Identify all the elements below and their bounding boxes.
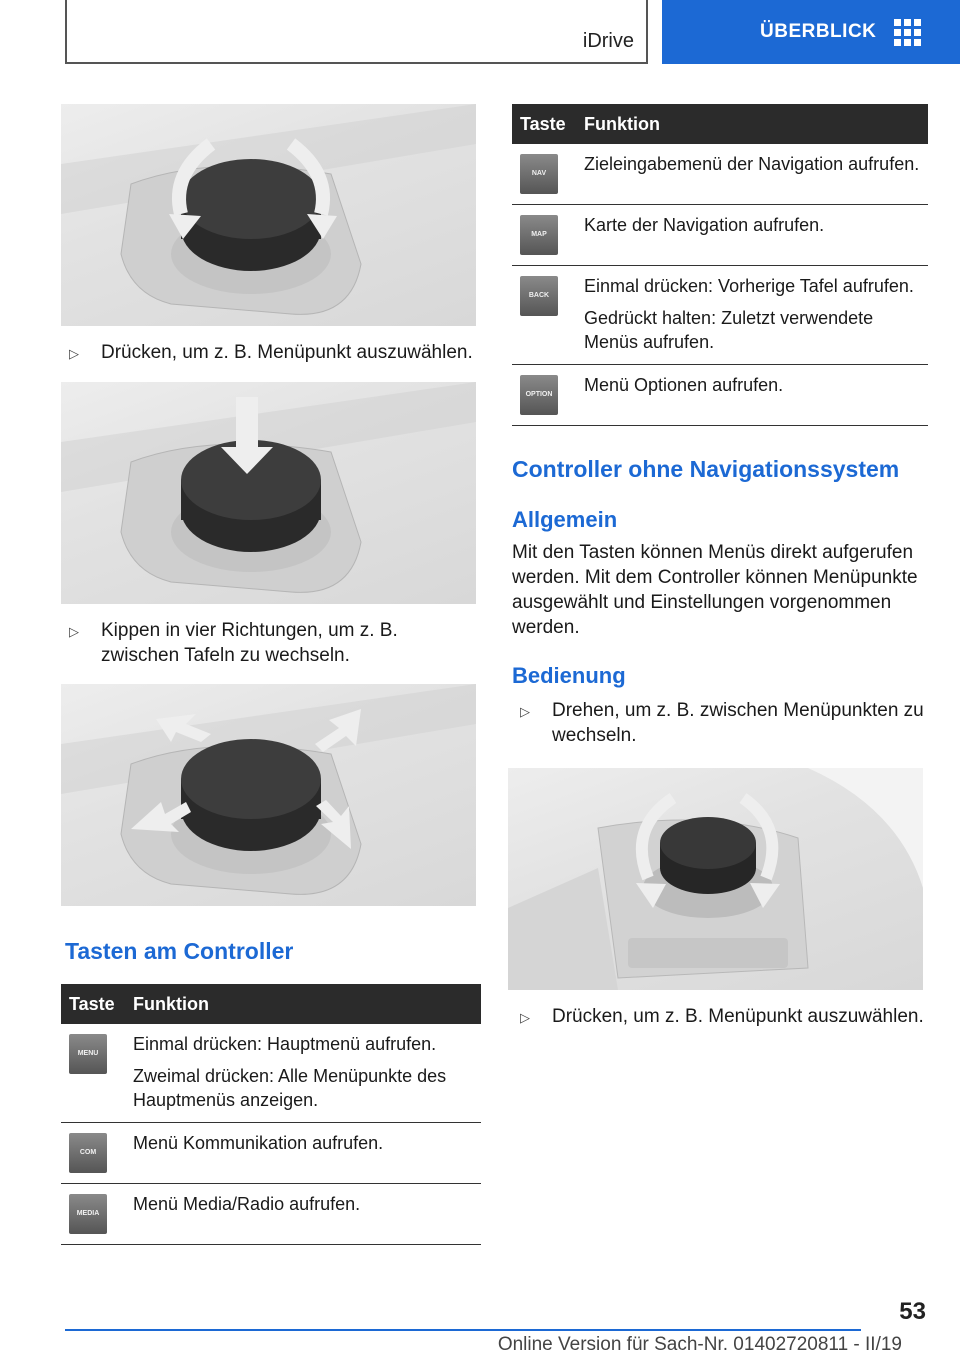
- controller-press-image: [61, 382, 476, 604]
- col-header-key: Taste: [61, 984, 125, 1024]
- section-title-no-nav: Controller ohne Navigationssystem: [512, 456, 900, 482]
- controller-tilt-image: [61, 684, 476, 906]
- left-column: [61, 104, 481, 1245]
- chapter-title: iDrive: [582, 30, 634, 52]
- overview-tab[interactable]: [662, 0, 960, 64]
- map-key-icon: MAP: [520, 215, 558, 255]
- media-key-icon: MEDIA: [69, 1194, 107, 1234]
- overview-tab-label: ÜBERBLICK: [760, 21, 877, 42]
- header-frame: [65, 0, 648, 64]
- subheading-operation: Bedienung: [512, 663, 626, 688]
- bullet-triangle-icon: ▷: [69, 346, 79, 361]
- col-header-key: Taste: [512, 104, 576, 144]
- bullet-press-2: ▷ Drücken, um z. B. Menüpunkt auszuwählen.: [512, 1004, 928, 1030]
- table-row: MAP Karte der Navigation aufrufen.: [512, 205, 928, 266]
- subheading-general: Allgemein: [512, 507, 618, 532]
- menu-key-icon: MENU: [69, 1034, 107, 1074]
- bullet-turn: ▷ Drehen, um z. B. zwischen Menüpunkten zu wechseln.: [512, 698, 928, 748]
- right-column: [512, 104, 928, 1030]
- table-row: OPTION Menü Optionen aufrufen.: [512, 365, 928, 426]
- col-header-function: Funktion: [576, 104, 928, 144]
- grid-menu-icon: [894, 19, 921, 46]
- controller-rotate-image: [61, 104, 476, 326]
- option-key-icon: OPTION: [520, 375, 558, 415]
- bullet-press: ▷ Drücken, um z. B. Menüpunkt auszuwählen.: [61, 340, 481, 366]
- bullet-tilt: ▷ Kippen in vier Richtungen, um z. B. zwischen Tafeln zu wechseln.: [61, 618, 481, 668]
- keys-table-left: [61, 984, 481, 1245]
- general-paragraph: Mit den Tasten können Menüs direkt aufgerufen werden. Mit dem Controller können Menüpunkte ausgewählt und Einstellungen vorgenommen werden.: [512, 542, 918, 638]
- footer-text: Online Version für Sach-Nr. 01402720811 - II/19: [497, 1334, 902, 1355]
- bullet-triangle-icon: ▷: [520, 704, 530, 719]
- table-row: MENU Einmal drücken: Hauptmenü aufrufen. Zweimal drücken: Alle Menüpunkte des Hauptmenüs anzeigen.: [61, 1024, 481, 1123]
- back-key-icon: BACK: [520, 276, 558, 316]
- table-row: MEDIA Menü Media/Radio aufrufen.: [61, 1184, 481, 1245]
- table-row: COM Menü Kommunikation aufrufen.: [61, 1123, 481, 1184]
- table-row: BACK Einmal drücken: Vorherige Tafel aufrufen. Gedrückt halten: Zuletzt verwendete Menüs aufrufen.: [512, 266, 928, 365]
- table-row: NAV Zieleingabemenü der Navigation aufrufen.: [512, 144, 928, 205]
- section-title-keys: Tasten am Controller: [65, 938, 294, 964]
- keys-table-right: [512, 104, 928, 426]
- controller-turn-image: [508, 768, 923, 990]
- com-key-icon: COM: [69, 1133, 107, 1173]
- bullet-triangle-icon: ▷: [69, 624, 79, 639]
- bullet-triangle-icon: ▷: [520, 1010, 530, 1025]
- nav-key-icon: NAV: [520, 154, 558, 194]
- col-header-function: Funktion: [125, 984, 481, 1024]
- footer-divider: [65, 1329, 861, 1331]
- page-number: 53: [899, 1298, 926, 1325]
